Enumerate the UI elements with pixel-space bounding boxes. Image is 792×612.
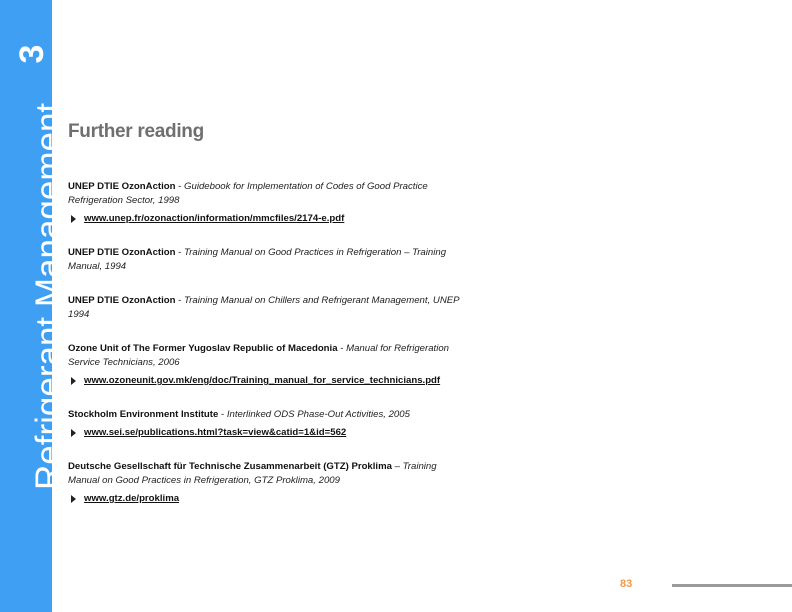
reference-link[interactable]: www.ozoneunit.gov.mk/eng/doc/Training_manual_for_service_technicians.pdf [84, 375, 441, 386]
reference-description: Interlinked ODS Phase-Out Activities, 2005 [226, 409, 410, 420]
arrow-right-icon [71, 495, 76, 503]
reference-organization: UNEP DTIE OzonAction [68, 247, 176, 258]
arrow-right-icon [71, 215, 76, 223]
page-title: Further reading [68, 121, 204, 142]
arrow-right-icon [71, 429, 76, 437]
reference-description: Training Manual on Good Practices in Refrigeration, GTZ Proklima, 2009 [68, 461, 437, 486]
reference-organization: Deutsche Gesellschaft für Technische Zusammenarbeit (GTZ) Proklima [68, 461, 392, 472]
reference-item [68, 460, 468, 506]
reference-organization: Ozone Unit of The Former Yugoslav Republic of Macedonia [68, 343, 338, 354]
reference-link[interactable]: www.unep.fr/ozonaction/information/mmcfiles/2174-e.pdf [84, 213, 345, 224]
reference-organization: Stockholm Environment Institute [68, 409, 219, 420]
reference-link-line [68, 374, 468, 388]
reference-link-line [68, 426, 468, 440]
reference-item [68, 180, 468, 226]
reference-separator: - [337, 343, 347, 354]
reference-organization: UNEP DTIE OzonAction [68, 295, 176, 306]
reference-separator: - [218, 409, 227, 420]
footer-rule [672, 584, 792, 587]
reference-item [68, 342, 468, 388]
chapter-number: 3 [13, 44, 51, 64]
reference-item [68, 408, 468, 440]
reference-separator: - [175, 181, 185, 192]
reference-separator: - [175, 295, 185, 306]
reference-separator: – [391, 461, 403, 472]
page-number: 83 [620, 578, 633, 590]
reference-description: Training Manual on Chillers and Refrigerant Management, UNEP 1994 [68, 295, 460, 320]
reference-link[interactable]: www.gtz.de/proklima [84, 493, 180, 504]
reference-description: Manual for Refrigeration Service Technicians, 2006 [68, 343, 450, 368]
section-title-vertical: Refrigerant Management [29, 102, 68, 490]
arrow-right-icon [71, 377, 76, 385]
reference-link-line [68, 212, 468, 226]
reference-organization: UNEP DTIE OzonAction [68, 181, 176, 192]
reference-item [68, 246, 468, 274]
reference-separator: - [175, 247, 185, 258]
reference-list [68, 180, 468, 526]
reference-link-line [68, 492, 468, 506]
reference-description: Guidebook for Implementation of Codes of Good Practice Refrigeration Sector, 1998 [68, 181, 428, 206]
reference-link[interactable]: www.sei.se/publications.html?task=view&catid=1&id=562 [84, 427, 347, 438]
reference-description: Training Manual on Good Practices in Refrigeration – Training Manual, 1994 [68, 247, 447, 272]
reference-item [68, 294, 468, 322]
